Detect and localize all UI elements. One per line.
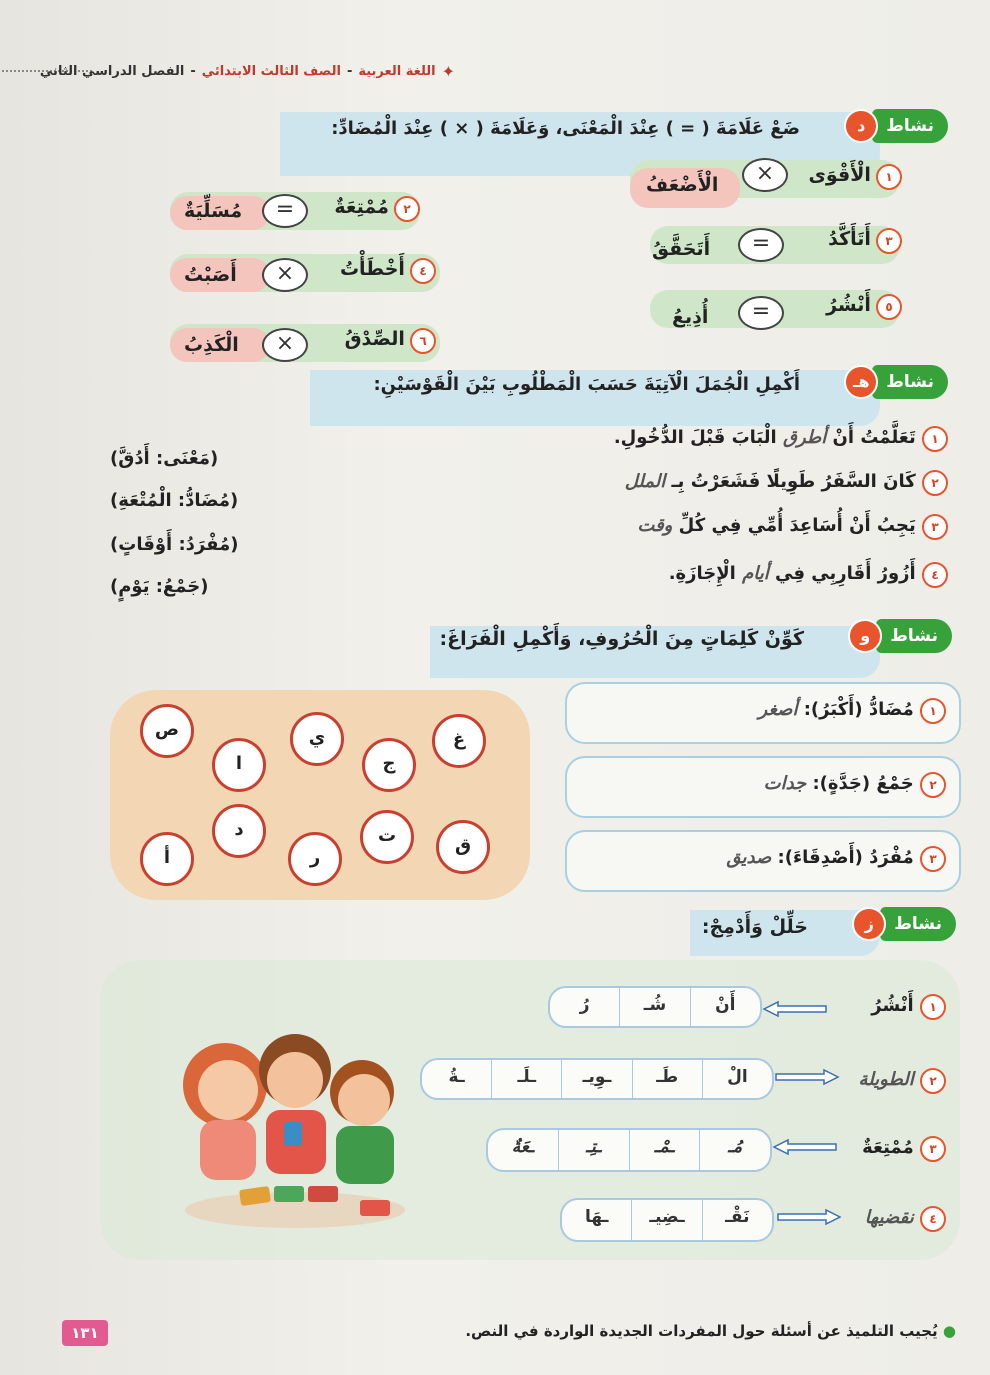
activity-z-badge: نشاط ز	[852, 906, 956, 942]
page-header: ✦ اللغة العربية - الصف الثالث الابتدائي - الفصل الدراسي الثاني	[39, 61, 455, 81]
h-item-3: ٣ يَجِبُ أَنْ أُسَاعِدَ أُمِّي فِي كُلِّ وقت	[637, 514, 948, 540]
z-seg-row-2: الْ طَـ ـوِيـ ـلَـ ـةُ	[420, 1058, 774, 1100]
activity-z-instruction: حَلِّلْ وَأَدْمِجْ:	[701, 916, 808, 938]
z-answer-2[interactable]: الطويلة	[858, 1069, 914, 1090]
w-answer-1[interactable]: أصغر	[758, 699, 798, 720]
footer-bullet-icon: ●	[942, 1322, 956, 1340]
h-answer-4[interactable]: أيام	[742, 563, 769, 584]
activity-h-instruction: أَكْمِلِ الْجُمَلَ الْآتِيَةَ حَسَبَ الْمَطْلُوبِ بَيْنَ الْقَوْسَيْنِ:	[373, 374, 800, 395]
d-item-4: ٤ أَخْطَأْتُ	[300, 258, 436, 284]
h-hint-3: (مُفْرَدُ: أَوْقَاتٍ)	[110, 534, 239, 555]
z-seg-row-3: مُـ ـمْـ ـتِـ ـعَةٌ	[486, 1128, 772, 1172]
d-item-1: ١ الْأَقْوَى	[808, 164, 902, 190]
letter-circle[interactable]: ا	[212, 738, 266, 792]
z-item-2: ٢ الطويلة	[859, 1068, 946, 1094]
letter-circle[interactable]: ر	[288, 832, 342, 886]
d-mark-4[interactable]: ×	[262, 258, 308, 292]
footer-note: ● يُجيب التلميذ عن أسئلة حول المفردات الجديدة الواردة في النص.	[465, 1322, 956, 1340]
letter-circle[interactable]: ص	[140, 704, 194, 758]
letter-circle[interactable]: ج	[362, 738, 416, 792]
z-item-4: ٤ نقضيها	[865, 1206, 946, 1232]
page-number: ١٣١	[62, 1320, 108, 1346]
d-item-3: ٣ أَتَأَكَّدُ	[828, 228, 902, 254]
d-pair-4: أَصَبْتُ	[184, 264, 237, 286]
activity-h-badge: نشاط هـ	[844, 364, 948, 400]
d-mark-2[interactable]: =	[262, 194, 308, 228]
w-item-3: ٣ مُفْرَدُ (أَصْدِقَاءَ): صديق	[727, 846, 947, 872]
letter-circle[interactable]: ي	[290, 712, 344, 766]
z-seg-row-1: أَنْ شُـ رُ	[548, 986, 762, 1028]
z-answer-4[interactable]: نقضيها	[864, 1207, 914, 1228]
h-item-1: ١ تَعَلَّمْتُ أَنْ أطرق الْبَابَ قَبْلَ الدُّخُولِ.	[614, 426, 948, 452]
h-answer-2[interactable]: الملل	[624, 471, 666, 492]
d-mark-5[interactable]: =	[738, 296, 784, 330]
z-seg-row-4: نَقْـ ـضِيـ ـهَا	[560, 1198, 774, 1242]
right-arrow-icon	[776, 1208, 842, 1226]
z-item-3: ٣ مُمْتِعَةٌ	[862, 1136, 946, 1162]
d-pair-2: مُسَلِّيَةٌ	[184, 200, 243, 222]
w-answer-3[interactable]: صديق	[726, 847, 772, 868]
letter-circle[interactable]: ت	[360, 810, 414, 864]
activity-d-badge: نشاط د	[844, 108, 948, 144]
header-subject: اللغة العربية	[358, 63, 436, 79]
activity-d-instruction: ضَعْ عَلَامَةَ ( = ) عِنْدَ الْمَعْنَى، وَعَلَامَةَ ( × ) عِنْدَ الْمُضَادِّ:	[331, 118, 800, 139]
w-answer-2[interactable]: جدات	[763, 773, 807, 794]
left-arrow-icon	[762, 1000, 828, 1018]
right-arrow-icon	[774, 1068, 840, 1086]
d-pair-5: أُذِيعُ	[672, 306, 709, 328]
h-item-4: ٤ أَزُورُ أَقَارِبِي فِي أيام الْإِجَازَةِ.	[669, 562, 948, 588]
d-pair-3: أَتَحَقَّقُ	[652, 238, 711, 260]
d-item-2: ٢ مُمْتِعَةٌ	[300, 196, 420, 222]
letter-circle[interactable]: د	[212, 804, 266, 858]
activity-w-badge: نشاط و	[848, 618, 952, 654]
d-mark-1[interactable]: ×	[742, 158, 788, 192]
h-hint-1: (مَعْنَى: أَدُقَّ)	[110, 448, 219, 469]
letter-circle[interactable]: ق	[436, 820, 490, 874]
children-playing-illustration	[170, 1010, 420, 1230]
left-arrow-icon	[772, 1138, 838, 1156]
d-pair-6: الْكَذِبُ	[184, 334, 239, 356]
book-logo-icon: ✦	[441, 61, 455, 81]
activity-w-instruction: كَوِّنْ كَلِمَاتٍ مِنَ الْحُرُوفِ، وَأَكْمِلِ الْفَرَاغَ:	[439, 628, 804, 650]
letter-circle[interactable]: أ	[140, 832, 194, 886]
header-grade: الصف الثالث الابتدائي	[201, 63, 341, 79]
header-term: الفصل الدراسي الثاني	[39, 63, 185, 79]
h-item-2: ٢ كَانَ السَّفَرُ طَوِيلًا فَشَعَرْتُ بِـ الملل	[625, 470, 948, 496]
h-hint-4: (جَمْعُ: يَوْمٍ)	[110, 576, 209, 597]
d-mark-3[interactable]: =	[738, 228, 784, 262]
w-item-2: ٢ جَمْعُ (جَدَّةٍ): جدات	[764, 772, 946, 798]
z-item-1: ١ أَنْشُرُ	[871, 994, 946, 1020]
h-answer-3[interactable]: وقت	[637, 515, 673, 536]
d-item-6: ٦ الصِّدْقُ	[300, 328, 436, 354]
d-item-5: ٥ أَنْشُرُ	[826, 294, 902, 320]
w-item-1: ١ مُضَادُّ (أَكْبَرُ): أصغر	[759, 698, 946, 724]
h-hint-2: (مُضَادُّ: الْمُتْعَةِ)	[110, 490, 239, 511]
letter-circle[interactable]: غ	[432, 714, 486, 768]
d-mark-6[interactable]: ×	[262, 328, 308, 362]
h-answer-1[interactable]: أطرق	[783, 427, 827, 448]
d-pair-1: الْأَضْعَفُ	[646, 174, 719, 196]
